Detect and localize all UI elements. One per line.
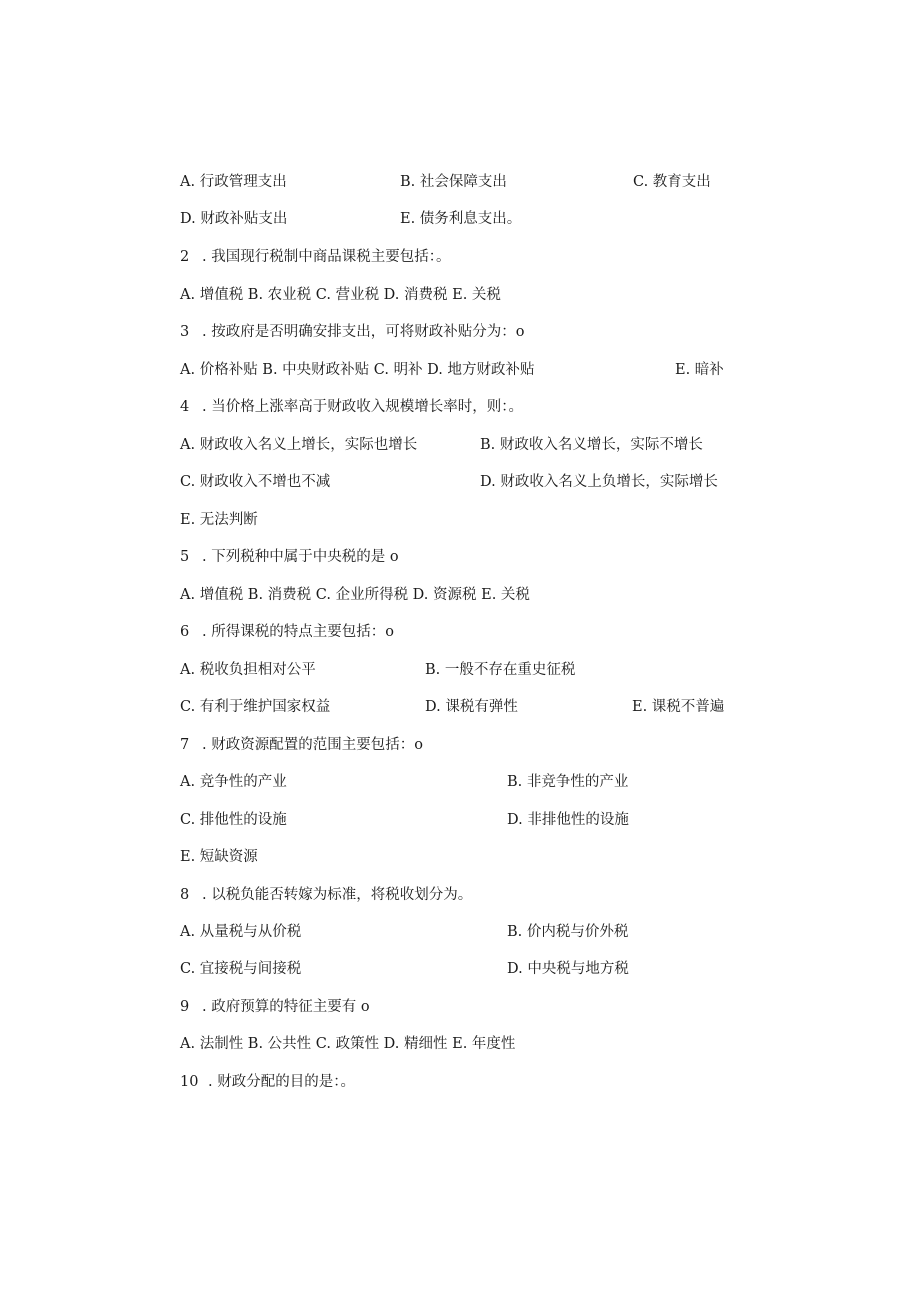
q4-option-b: B. 财政收入名义增长，实际不增长 [480, 437, 703, 453]
q9-question [180, 996, 740, 1018]
q8-option-d: D. 中央税与地方税 [507, 961, 629, 977]
q6-number: 6 [180, 624, 190, 640]
q4-options-row-3 [180, 509, 740, 531]
q8-number: 8 [180, 887, 190, 903]
q6-option-c: C. 有利于维护国家权益 [180, 699, 331, 715]
q6-question [180, 621, 740, 643]
q4-question [180, 396, 740, 418]
q3-question [180, 321, 740, 343]
q2-number: 2 [180, 249, 190, 265]
q10-text: . 财政分配的目的是：。 [208, 1074, 355, 1090]
q6-options-row-1 [180, 659, 740, 681]
q6-option-e: E. 课税不普遍 [632, 699, 725, 715]
q5-options-text: A. 增值税 B. 消费税 C. 企业所得税 D. 资源税 E. 关税 [180, 587, 530, 603]
q8-option-a: A. 从量税与从价税 [180, 924, 302, 940]
q9-options [180, 1033, 740, 1055]
q4-option-c: C. 财政收入不增也不减 [180, 474, 331, 490]
q1-option-e: E. 债务利息支出。 [400, 211, 522, 227]
q2-options-text: A. 增值税 B. 农业税 C. 营业税 D. 消费税 E. 关税 [180, 287, 501, 303]
q2-options [180, 284, 740, 306]
q7-question [180, 734, 740, 756]
q4-option-e: E. 无法判断 [180, 512, 258, 528]
q7-option-b: B. 非竞争性的产业 [507, 774, 629, 790]
q4-options-row-2 [180, 471, 740, 493]
q4-number: 4 [180, 399, 190, 415]
q6-option-a: A. 税收负担相对公平 [180, 662, 316, 678]
q1-option-c: C. 教育支出 [633, 174, 711, 190]
q3-options [180, 359, 740, 381]
q8-option-c: C. 宜接税与间接税 [180, 961, 302, 977]
q5-question [180, 546, 740, 568]
q7-options-row-2 [180, 809, 740, 831]
q8-options-row-1 [180, 921, 740, 943]
q7-options-row-3 [180, 846, 740, 868]
q2-question [180, 246, 740, 268]
q7-option-e: E. 短缺资源 [180, 849, 258, 865]
q7-options-row-1 [180, 771, 740, 793]
q8-options-row-2 [180, 958, 740, 980]
q10-question [180, 1071, 740, 1093]
q7-option-c: C. 排他性的设施 [180, 812, 287, 828]
q5-number: 5 [180, 549, 190, 565]
q3-options-text: A. 价格补贴 B. 中央财政补贴 C. 明补 D. 地方财政补贴 [180, 362, 535, 378]
q8-option-b: B. 价内税与价外税 [507, 924, 629, 940]
q1-option-a: A. 行政管理支出 [180, 174, 287, 190]
q1-options-row-1 [180, 171, 740, 193]
q2-text: . 我国现行税制中商品课税主要包括：。 [202, 249, 451, 265]
q9-options-text: A. 法制性 B. 公共性 C. 政策性 D. 精细性 E. 年度性 [180, 1036, 516, 1052]
q3-number: 3 [180, 324, 190, 340]
q4-option-d: D. 财政收入名义上负增长，实际增长 [480, 474, 718, 490]
q6-options-row-2 [180, 696, 740, 718]
q8-question [180, 884, 740, 906]
q6-option-d: D. 课税有弹性 [425, 699, 518, 715]
q1-options-row-2 [180, 208, 740, 230]
q5-text: . 下列税种中属于中央税的是 o [202, 549, 399, 565]
q7-option-a: A. 竞争性的产业 [180, 774, 287, 790]
q4-options-row-1 [180, 434, 740, 456]
q7-option-d: D. 非排他性的设施 [507, 812, 629, 828]
q1-option-d: D. 财政补贴支出 [180, 211, 288, 227]
q7-number: 7 [180, 737, 190, 753]
q9-number: 9 [180, 999, 190, 1015]
q10-number: 10 [180, 1074, 199, 1090]
q8-text: . 以税负能否转嫁为标准，将税收划分为。 [202, 887, 473, 903]
q9-text: . 政府预算的特征主要有 o [202, 999, 370, 1015]
q6-option-b: B. 一般不存在重史征税 [425, 662, 576, 678]
q6-text: . 所得课税的特点主要包括：o [202, 624, 394, 640]
q5-options [180, 584, 740, 606]
q3-option-e: E. 暗补 [675, 362, 724, 378]
q3-text: . 按政府是否明确安排支出，可将财政补贴分为：o [202, 324, 525, 340]
q7-text: . 财政资源配置的范围主要包括：o [202, 737, 423, 753]
q4-option-a: A. 财政收入名义上增长，实际也增长 [180, 437, 418, 453]
q1-option-b: B. 社会保障支出 [400, 174, 507, 190]
q4-text: . 当价格上涨率高于财政收入规模增长率时，则：。 [202, 399, 523, 415]
